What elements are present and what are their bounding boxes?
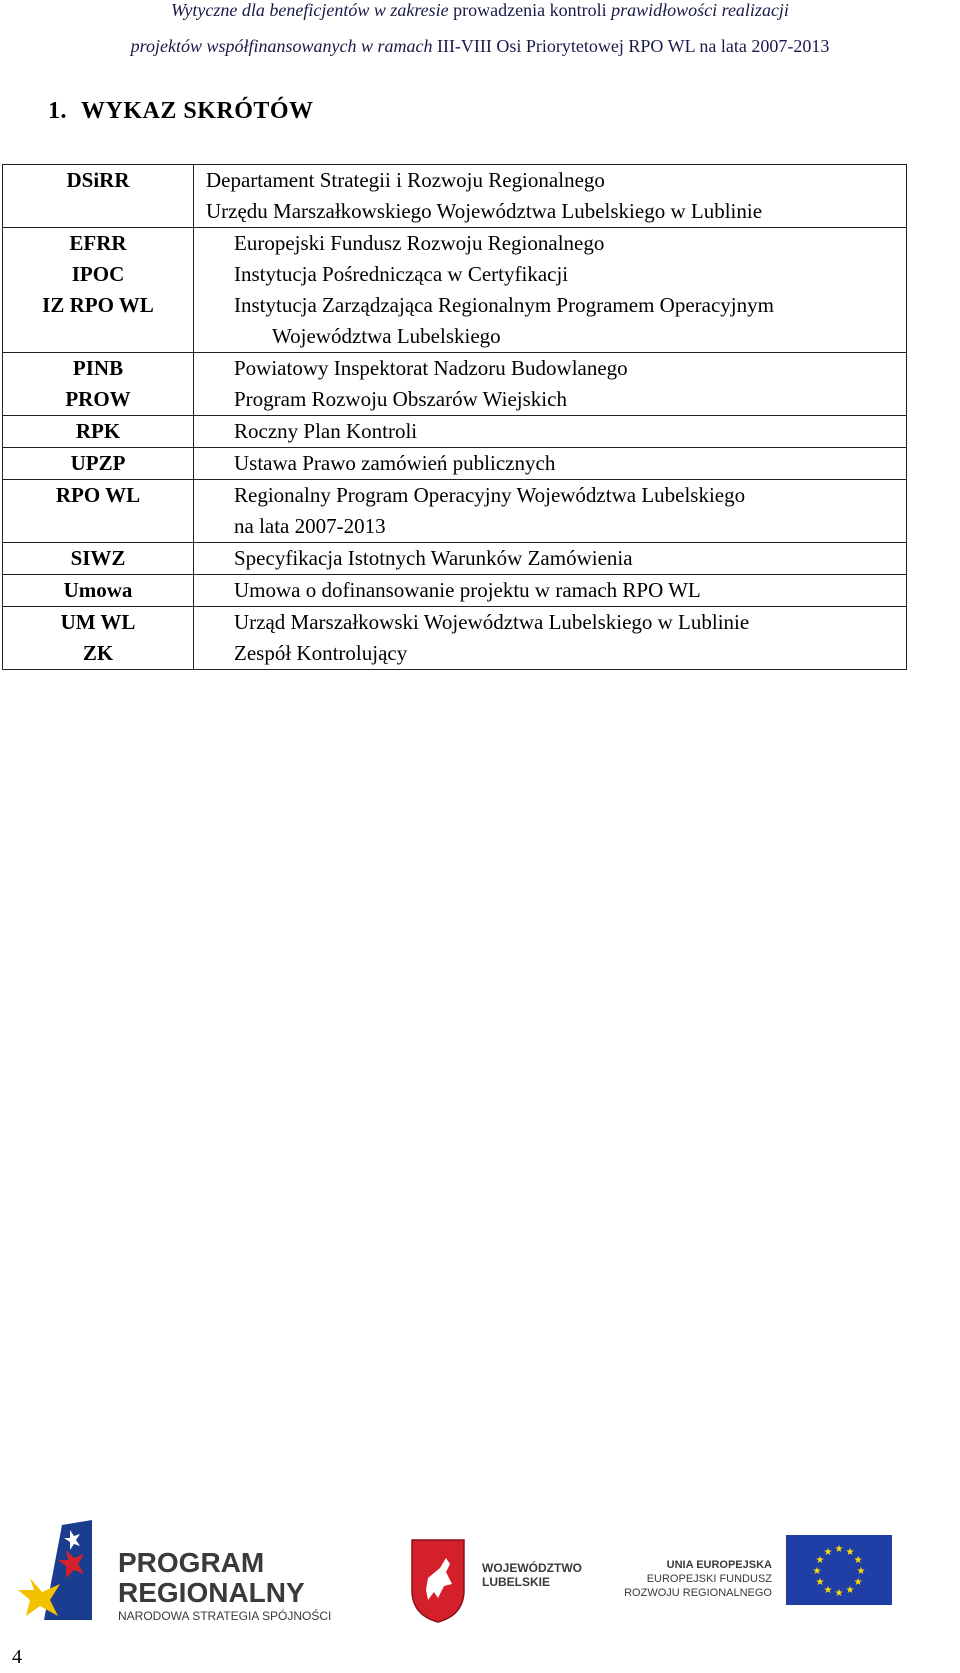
definition-cell [194,607,907,670]
program-regionalny-logo [18,1520,331,1623]
table-row [3,165,907,228]
header-plain-2: III-VIII Osi Priorytetowej RPO WL na lata 2007-2013 [436,36,830,56]
definition-cell [194,416,907,448]
definition: Regionalny Program Operacyjny Województwa Lubelskiego [234,483,746,507]
section-number: 1. [48,98,67,124]
eu-star-icon: ★ [834,1588,844,1599]
abbreviation: RPO WL [55,483,141,507]
eu-star-icon: ★ [853,1555,863,1566]
abbreviation: IZ RPO WL [42,293,154,317]
definition: na lata 2007-2013 [234,514,386,538]
table-row [3,543,907,575]
definition: Urzędu Marszałkowskiego Województwa Lubelskiego w Lublinie [206,199,763,223]
abbreviation-cell [3,165,194,228]
header-plain-1: prowadzenia kontroli [453,0,607,20]
header-italic-3: projektów współfinansowanych w ramach [130,36,433,56]
abbreviation: RPK [75,419,121,443]
definition: Ustawa Prawo zamówień publicznych [234,451,556,475]
table-row [3,575,907,607]
header-italic-2: prawidłowości realizacji [611,0,789,20]
eu-star-icon: ★ [823,1546,833,1558]
logo-efrr-text-1: EUROPEJSKI FUNDUSZ [646,1573,772,1585]
table-row [3,228,907,353]
abbreviation: PINB [72,356,124,380]
logo-program-text: PROGRAM [118,1547,265,1578]
eu-star-icon: ★ [853,1577,863,1588]
logo-wojewodztwo-text: WOJEWÓDZTWO [482,1561,582,1575]
definition: Departament Strategii i Rozwoju Regionalnego [206,168,605,192]
definition-cell [194,480,907,543]
abbreviation: EFRR [69,231,127,255]
section-title [48,98,314,125]
logo-efrr-text-2: ROZWOJU REGIONALNEGO [624,1587,772,1599]
abbreviation: UPZP [70,451,126,475]
running-header-line1 [0,0,960,21]
section-title-text: WYKAZ SKRÓTÓW [81,98,314,124]
footer-logos [0,1520,960,1650]
definition: Europejski Fundusz Rozwoju Regionalnego [234,231,605,255]
abbreviations-table [2,164,907,670]
abbreviation-cell [3,416,194,448]
abbreviation-cell [3,480,194,543]
running-header-line2 [0,36,960,57]
abbreviation-cell [3,607,194,670]
definition: Województwa Lubelskiego [272,324,501,348]
definition: Umowa o dofinansowanie projektu w ramach RPO WL [234,578,701,602]
table-row [3,480,907,543]
wojewodztwo-lubelskie-crest [412,1540,582,1622]
abbreviation: Umowa [63,578,133,602]
abbreviation: SIWZ [70,546,126,570]
abbreviation: DSiRR [66,168,130,192]
definition-cell [194,448,907,480]
abbreviation-cell [3,575,194,607]
eu-star-icon: ★ [834,1544,844,1555]
eu-star-icon: ★ [856,1566,866,1577]
definition: Specyfikacja Istotnych Warunków Zamówienia [234,546,633,570]
table-row [3,607,907,670]
abbreviation: ZK [82,641,114,665]
page-number: 4 [12,1646,22,1668]
eu-star-icon: ★ [815,1577,825,1588]
definition-cell [194,543,907,575]
header-italic-1: Wytyczne dla beneficjentów w zakresie [171,0,449,20]
table-row [3,448,907,480]
definition: Program Rozwoju Obszarów Wiejskich [234,387,567,411]
abbreviation: IPOC [71,262,125,286]
logo-lubelskie-text: LUBELSKIE [482,1575,551,1589]
eu-star-icon: ★ [845,1585,855,1597]
eu-star-icon: ★ [812,1566,822,1577]
definition: Zespół Kontrolujący [234,641,408,665]
eu-star-icon: ★ [815,1555,825,1566]
abbreviation-cell [3,353,194,416]
abbreviation-cell [3,228,194,353]
definition: Instytucja Pośrednicząca w Certyfikacji [234,262,569,286]
eu-star-icon: ★ [845,1546,855,1558]
abbreviation-cell [3,448,194,480]
abbreviation-cell [3,543,194,575]
definition-cell [194,228,907,353]
definition: Instytucja Zarządzająca Regionalnym Programem Operacyjnym [234,293,774,317]
definition-cell [194,353,907,416]
table-row [3,416,907,448]
eu-star-icon: ★ [823,1585,833,1597]
definition: Roczny Plan Kontroli [234,419,418,443]
logo-ue-text: UNIA EUROPEJSKA [666,1559,772,1571]
definition-cell [194,575,907,607]
logo-nss-text: NARODOWA STRATEGIA SPÓJNOŚCI [118,1609,332,1623]
eu-logo [624,1535,892,1605]
abbreviation: PROW [65,387,131,411]
table-row [3,353,907,416]
definition-cell [194,165,907,228]
logo-regionalny-text: REGIONALNY [118,1577,305,1608]
definition: Powiatowy Inspektorat Nadzoru Budowlanego [234,356,628,380]
definition: Urząd Marszałkowski Województwa Lubelskiego w Lublinie [234,610,750,634]
abbreviation: UM WL [60,610,136,634]
